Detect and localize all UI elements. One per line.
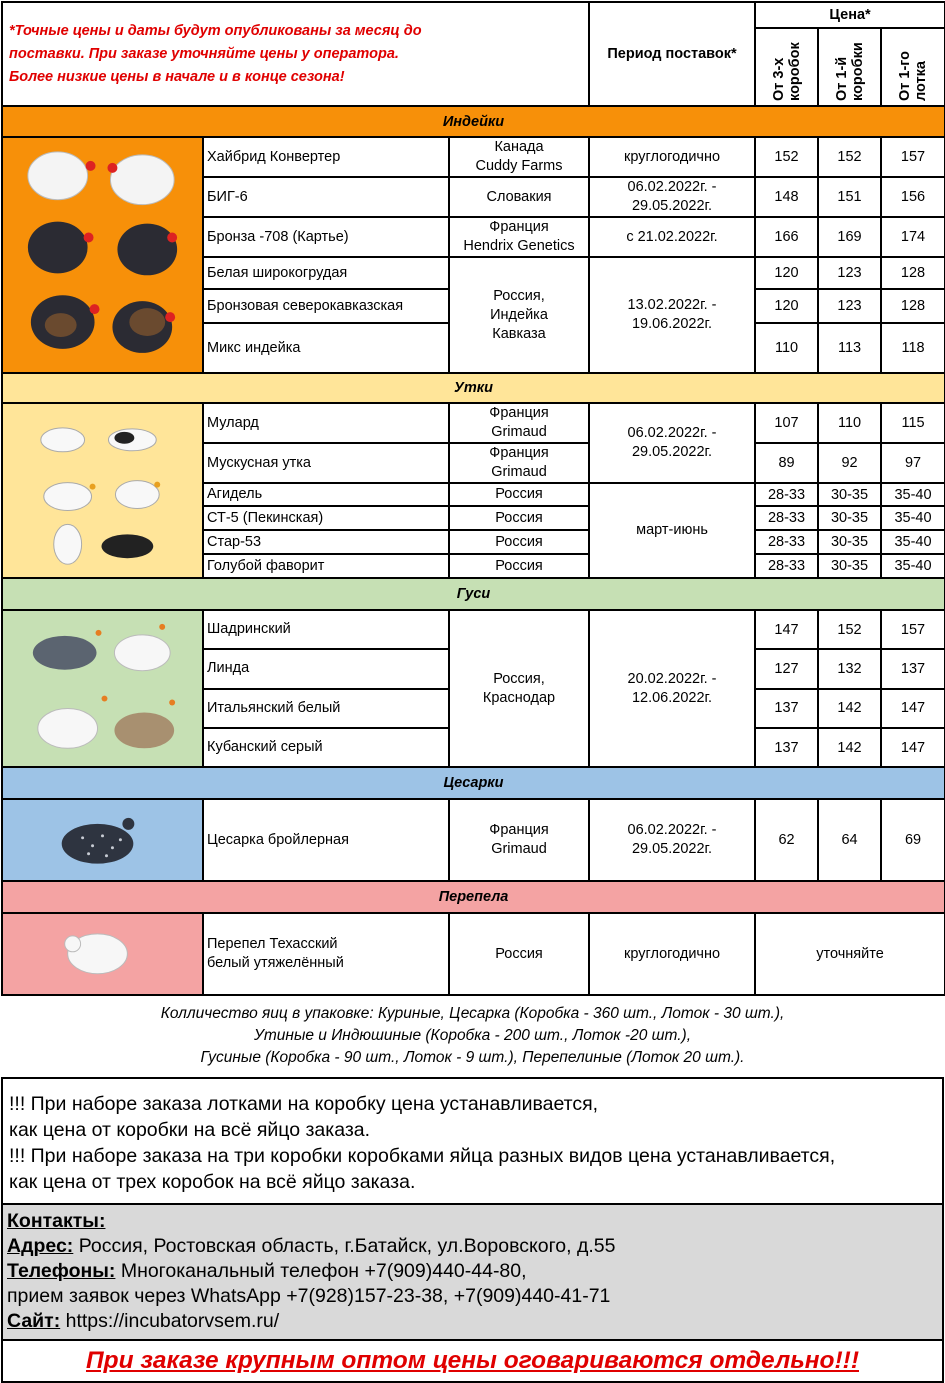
section-title-quail: Перепела (2, 881, 945, 913)
price-3-boxes: 107 (755, 403, 818, 443)
eggs-note-line: Утиные и Индюшиные (Коробка - 200 шт., Лоток -20 шт.), (253, 1027, 691, 1044)
price-1-tray: 156 (881, 177, 945, 217)
price-col-1-box: От 1-й коробки (818, 28, 881, 106)
price-1-box: 64 (818, 799, 881, 881)
price-3-boxes: 110 (755, 323, 818, 373)
breed-name: СТ-5 (Пекинская) (203, 506, 449, 530)
price-disclaimer: *Точные цены и даты будут опубликованы за месяц до поставки. При заказе уточняйте цены у оператора. Более низкие цены в начале и в конце сезона! (2, 2, 589, 106)
price-1-tray: 35-40 (881, 530, 945, 554)
price-1-tray: 147 (881, 689, 945, 728)
breed-name: Линда (203, 649, 449, 688)
section-title-geese: Гуси (2, 578, 945, 610)
phones-label: Телефоны: (7, 1260, 116, 1282)
breed-name: Мускусная утка (203, 443, 449, 483)
breed-name: Шадринский (203, 610, 449, 649)
breed-name: Перепел Техасский белый утяжелённый (203, 913, 449, 995)
eggs-per-package-note (0, 1003, 945, 1069)
delivery-period: 06.02.2022г. - 29.05.2022г. (589, 799, 755, 881)
price-3-boxes: 166 (755, 217, 818, 257)
price-1-box: 30-35 (818, 530, 881, 554)
price-col-3-boxes: От 3-х коробок (755, 28, 818, 106)
price-3-boxes: 137 (755, 728, 818, 767)
price-3-boxes: 89 (755, 443, 818, 483)
price-1-box: 151 (818, 177, 881, 217)
price-on-request: уточняйте (755, 913, 945, 995)
price-1-box: 110 (818, 403, 881, 443)
price-3-boxes: 147 (755, 610, 818, 649)
breed-name: Агидель (203, 483, 449, 506)
contacts-block (1, 1205, 944, 1339)
period-header: Период поставок* (589, 2, 755, 106)
breed-name: Хайбрид Конвертер (203, 137, 449, 177)
breed-origin: Россия (449, 554, 589, 578)
price-1-tray: 35-40 (881, 506, 945, 530)
price-1-box: 142 (818, 689, 881, 728)
breed-origin: Франция Grimaud (449, 443, 589, 483)
price-1-box: 113 (818, 323, 881, 373)
price-1-box: 142 (818, 728, 881, 767)
breed-name: Итальянский белый (203, 689, 449, 728)
breed-name: Мулард (203, 403, 449, 443)
breed-origin: Франция Grimaud (449, 799, 589, 881)
order-rules: !!! При наборе заказа лотками на коробку цена устанавливается, как цена от коробки на всё яйцо заказа. !!! При наборе заказа на три коробки коробками яйца разных видов цена устанавливается, как цена от трех коробок на всё яйцо заказа. (1, 1077, 944, 1205)
breed-origin: Россия (449, 913, 589, 995)
price-3-boxes: 120 (755, 257, 818, 289)
price-1-tray: 35-40 (881, 554, 945, 578)
delivery-period: круглогодично (589, 913, 755, 995)
price-3-boxes: 28-33 (755, 483, 818, 506)
breed-name: Микс индейка (203, 323, 449, 373)
price-1-box: 132 (818, 649, 881, 688)
price-3-boxes: 148 (755, 177, 818, 217)
breed-name: БИГ-6 (203, 177, 449, 217)
phones-value: Многоканальный телефон +7(909)440-44-80, (115, 1260, 527, 1282)
price-3-boxes: 28-33 (755, 554, 818, 578)
contacts-title: Контакты: (7, 1210, 106, 1232)
price-1-tray: 157 (881, 137, 945, 177)
price-3-boxes: 120 (755, 289, 818, 323)
price-table (1, 1, 945, 996)
price-1-tray: 137 (881, 649, 945, 688)
address-value: Россия, Ростовская область, г.Батайск, ул.Воровского, д.55 (73, 1235, 616, 1257)
breed-name: Бронза -708 (Картье) (203, 217, 449, 257)
duck-photo-icon (2, 403, 203, 578)
price-3-boxes: 152 (755, 137, 818, 177)
price-1-tray: 35-40 (881, 483, 945, 506)
site-link[interactable]: https://incubatorvsem.ru/ (60, 1310, 280, 1332)
breed-origin: Франция Hendrix Genetics (449, 217, 589, 257)
breed-name: Кубанский серый (203, 728, 449, 767)
price-1-box: 123 (818, 257, 881, 289)
price-1-box: 30-35 (818, 506, 881, 530)
delivery-period: круглогодично (589, 137, 755, 177)
price-3-boxes: 127 (755, 649, 818, 688)
delivery-period: 20.02.2022г. - 12.06.2022г. (589, 610, 755, 767)
breed-origin: Россия, Краснодар (449, 610, 589, 767)
breed-name: Бронзовая северокавказская (203, 289, 449, 323)
wholesale-note: При заказе крупным оптом цены оговариваются отдельно!!! (1, 1339, 944, 1383)
price-header: Цена* (755, 2, 945, 28)
breed-origin: Словакия (449, 177, 589, 217)
price-3-boxes: 28-33 (755, 506, 818, 530)
price-1-tray: 128 (881, 289, 945, 323)
section-title-turkeys: Индейки (2, 106, 945, 137)
delivery-period: с 21.02.2022г. (589, 217, 755, 257)
price-3-boxes: 137 (755, 689, 818, 728)
eggs-note-line: Колличество яиц в упаковке: Куриные, Цесарка (Коробка - 360 шт., Лоток - 30 шт.), (160, 1005, 785, 1022)
turkey-photo-icon (2, 137, 203, 373)
breed-origin: Россия (449, 506, 589, 530)
price-1-box: 92 (818, 443, 881, 483)
price-1-tray: 69 (881, 799, 945, 881)
breed-name: Цесарка бройлерная (203, 799, 449, 881)
breed-origin: Франция Grimaud (449, 403, 589, 443)
breed-name: Белая широкогрудая (203, 257, 449, 289)
breed-origin: Россия, Индейка Кавказа (449, 257, 589, 373)
section-title-guinea-fowl: Цесарки (2, 767, 945, 799)
delivery-period: 06.02.2022г. - 29.05.2022г. (589, 403, 755, 483)
price-1-box: 152 (818, 610, 881, 649)
price-3-boxes: 28-33 (755, 530, 818, 554)
price-3-boxes: 62 (755, 799, 818, 881)
delivery-period: 13.02.2022г. - 19.06.2022г. (589, 257, 755, 373)
price-1-box: 169 (818, 217, 881, 257)
quail-photo-icon (2, 913, 203, 995)
price-1-tray: 115 (881, 403, 945, 443)
price-1-tray: 147 (881, 728, 945, 767)
guinea-fowl-photo-icon (2, 799, 203, 881)
price-1-tray: 118 (881, 323, 945, 373)
breed-origin: Россия (449, 483, 589, 506)
price-1-tray: 128 (881, 257, 945, 289)
breed-name: Стар-53 (203, 530, 449, 554)
price-1-box: 30-35 (818, 483, 881, 506)
price-1-box: 123 (818, 289, 881, 323)
breed-name: Голубой фаворит (203, 554, 449, 578)
price-1-tray: 174 (881, 217, 945, 257)
goose-photo-icon (2, 610, 203, 767)
whatsapp-line: прием заявок через WhatsApp +7(928)157-23-38, +7(909)440-41-71 (7, 1285, 611, 1307)
price-1-tray: 97 (881, 443, 945, 483)
price-col-1-tray: От 1-го лотка (881, 28, 945, 106)
eggs-note-line: Гусиные (Коробка - 90 шт., Лоток - 9 шт.), Перепелиные (Лоток 20 шт.). (200, 1049, 745, 1066)
address-label: Адрес: (7, 1235, 74, 1257)
delivery-period: 06.02.2022г. - 29.05.2022г. (589, 177, 755, 217)
section-title-ducks: Утки (2, 373, 945, 403)
breed-origin: Канада Cuddy Farms (449, 137, 589, 177)
breed-origin: Россия (449, 530, 589, 554)
price-1-box: 30-35 (818, 554, 881, 578)
price-1-box: 152 (818, 137, 881, 177)
delivery-period: март-июнь (589, 483, 755, 578)
price-1-tray: 157 (881, 610, 945, 649)
site-label: Сайт: (7, 1310, 61, 1332)
